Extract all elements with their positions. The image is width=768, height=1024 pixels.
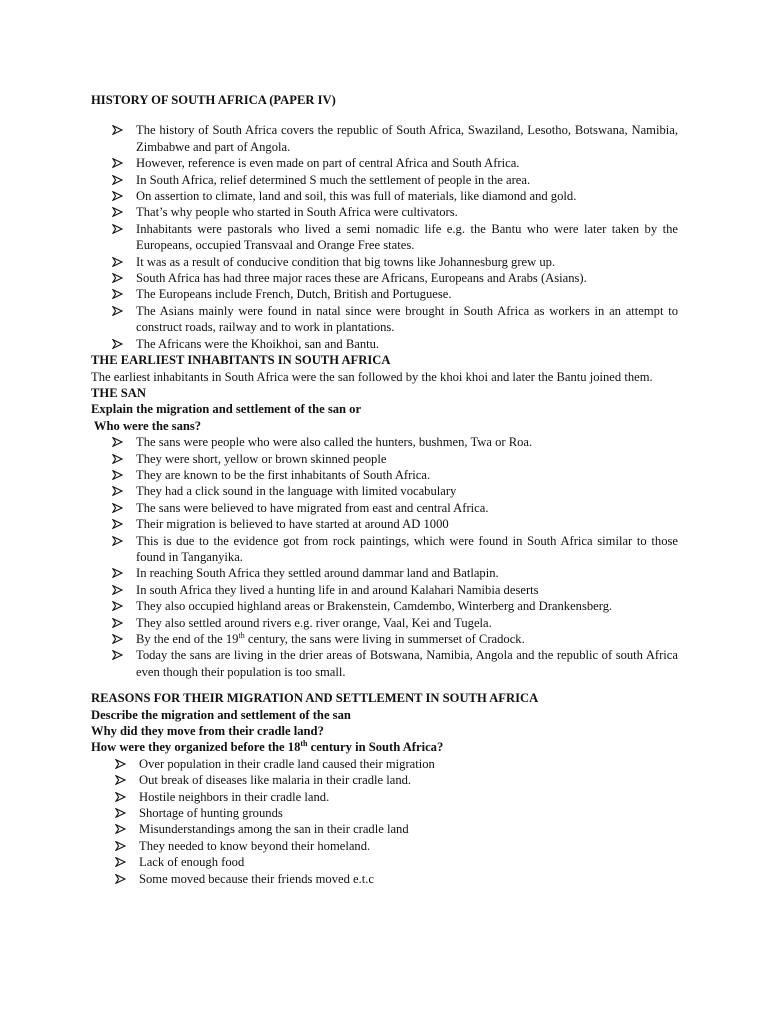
section-heading-earliest-inhabitants: THE EARLIEST INHABITANTS IN SOUTH AFRICA — [91, 353, 391, 368]
intro-list — [91, 122, 678, 352]
san-list-item-text: They are known to be the first inhabitants of South Africa. — [136, 467, 431, 482]
intro-list-item-text: On assertion to climate, land and soil, this was full of materials, like diamond and gold. — [136, 189, 577, 204]
arrow-bullet-icon — [112, 631, 126, 644]
reasons-list-item-text: Out break of diseases like malaria in their cradle land. — [139, 773, 412, 788]
arrow-bullet-icon — [115, 871, 129, 884]
arrow-bullet-icon — [112, 221, 126, 234]
reasons-question-1: Describe the migration and settlement of the san — [91, 707, 351, 722]
arrow-bullet-icon — [112, 122, 126, 135]
intro-list-item-text: The Africans were the Khoikhoi, san and Bantu. — [136, 336, 380, 351]
arrow-bullet-icon — [112, 516, 126, 529]
page-title: HISTORY OF SOUTH AFRICA (PAPER IV) — [91, 93, 336, 107]
san-list-item-text: They had a click sound in the language with limited vocabulary — [136, 484, 457, 499]
san-question-2: Who were the sans? — [91, 418, 202, 433]
san-list-item — [136, 451, 678, 467]
reasons-list-item-text: Lack of enough food — [139, 855, 245, 870]
reasons-list-item-text: Hostile neighbors in their cradle land. — [139, 789, 330, 804]
intro-list-item-text: In South Africa, relief determined S much the settlement of people in the area. — [136, 172, 531, 187]
san-list-item-text: Today the sans are living in the drier areas of Botswana, Namibia, Angola and the republic of south Africa even though their population is too small. — [136, 648, 678, 679]
earliest-inhabitants-paragraph: The earliest inhabitants in South Africa were the san followed by the khoi khoi and later the Bantu joined them. — [91, 369, 653, 384]
san-list-item-text: They also settled around rivers e.g. river orange, Vaal, Kei and Tugela. — [136, 615, 492, 630]
san-list-item-text: This is due to the evidence got from rock paintings, which were found in South Africa similar to those found in Tanganyika. — [136, 533, 678, 564]
arrow-bullet-icon — [115, 805, 129, 818]
reasons-question-3-sup: th — [300, 739, 308, 749]
arrow-bullet-icon — [112, 172, 126, 185]
san-list-item — [136, 483, 678, 499]
san-list-item-text: In south Africa they lived a hunting life in and around Kalahari Namibia deserts — [136, 582, 539, 597]
arrow-bullet-icon — [115, 854, 129, 867]
san-century-before: By the end of the 19 — [136, 632, 239, 646]
arrow-bullet-icon — [112, 483, 126, 496]
san-century-after: century, the sans were living in summerset of Cradock. — [244, 632, 525, 646]
document-page — [91, 92, 678, 887]
reasons-list-item — [139, 871, 678, 887]
intro-list-item — [136, 286, 678, 302]
reasons-list — [91, 756, 678, 887]
san-list-item-text: In reaching South Africa they settled around dammar land and Batlapin. — [136, 566, 499, 581]
arrow-bullet-icon — [112, 533, 126, 546]
section-gap — [91, 680, 678, 690]
section-heading-reasons: REASONS FOR THEIR MIGRATION AND SETTLEMENT IN SOUTH AFRICA — [91, 691, 539, 706]
intro-list-item — [136, 254, 678, 270]
reasons-question-3-after: century in South Africa? — [307, 740, 444, 755]
arrow-bullet-icon — [112, 188, 126, 201]
san-list-item — [136, 598, 678, 614]
san-list-item — [136, 582, 678, 598]
reasons-list-item — [139, 838, 678, 854]
san-list — [91, 434, 678, 680]
arrow-bullet-icon — [112, 598, 126, 611]
arrow-bullet-icon — [112, 254, 126, 267]
intro-list-item — [136, 221, 678, 254]
reasons-list-item — [139, 854, 678, 870]
intro-list-item — [136, 122, 678, 155]
section-heading-the-san: THE SAN — [91, 385, 146, 400]
reasons-list-item-text: Misunderstandings among the san in their cradle land — [139, 822, 409, 837]
reasons-list-item — [139, 772, 678, 788]
reasons-list-item-text: Over population in their cradle land caused their migration — [139, 756, 435, 771]
arrow-bullet-icon — [112, 270, 126, 283]
intro-list-item-text: The Europeans include French, Dutch, British and Portuguese. — [136, 287, 452, 302]
arrow-bullet-icon — [112, 336, 126, 349]
intro-list-item-text: The history of South Africa covers the republic of South Africa, Swaziland, Lesotho, Botswana, Namibia, Zimbabwe and part of Angola. — [136, 123, 678, 154]
reasons-list-item — [139, 805, 678, 821]
arrow-bullet-icon — [112, 155, 126, 168]
intro-list-item — [136, 270, 678, 286]
intro-list-item — [136, 172, 678, 188]
san-list-item-text: The sans were believed to have migrated from east and central Africa. — [136, 500, 489, 515]
arrow-bullet-icon — [112, 451, 126, 464]
intro-list-item-text: That’s why people who started in South Africa were cultivators. — [136, 205, 458, 220]
reasons-question-2: Why did they move from their cradle land? — [91, 724, 324, 739]
arrow-bullet-icon — [115, 756, 129, 769]
arrow-bullet-icon — [112, 467, 126, 480]
arrow-bullet-icon — [112, 434, 126, 447]
san-list-item — [136, 565, 678, 581]
reasons-list-item — [139, 789, 678, 805]
arrow-bullet-icon — [112, 565, 126, 578]
arrow-bullet-icon — [112, 303, 126, 316]
arrow-bullet-icon — [112, 286, 126, 299]
san-list-item — [136, 533, 678, 566]
reasons-list-item — [139, 821, 678, 837]
intro-list-item — [136, 204, 678, 220]
arrow-bullet-icon — [115, 789, 129, 802]
intro-list-item — [136, 155, 678, 171]
san-question-1: Explain the migration and settlement of the san or — [91, 402, 362, 417]
arrow-bullet-icon — [112, 500, 126, 513]
intro-list-item — [136, 336, 678, 352]
intro-list-item — [136, 303, 678, 336]
intro-list-item-text: However, reference is even made on part of central Africa and South Africa. — [136, 156, 520, 171]
arrow-bullet-icon — [112, 647, 126, 660]
san-list-item-text: They were short, yellow or brown skinned people — [136, 451, 387, 466]
arrow-bullet-icon — [112, 615, 126, 628]
san-list-item — [136, 516, 678, 532]
san-list-item-text: The sans were people who were also called the hunters, bushmen, Twa or Roa. — [136, 435, 533, 450]
arrow-bullet-icon — [115, 821, 129, 834]
reasons-list-item-text: Some moved because their friends moved e.t.c — [139, 871, 375, 886]
san-list-item — [136, 500, 678, 516]
san-list-item — [136, 467, 678, 483]
arrow-bullet-icon — [115, 772, 129, 785]
san-list-item-text: Their migration is believed to have started at around AD 1000 — [136, 517, 449, 532]
intro-list-item — [136, 188, 678, 204]
intro-list-item-text: South Africa has had three major races these are Africans, Europeans and Arabs (Asians). — [136, 271, 587, 286]
reasons-question-3 — [91, 739, 678, 755]
reasons-list-item-text: They needed to know beyond their homeland. — [139, 838, 371, 853]
san-century-sup: th — [238, 630, 245, 640]
san-list-item — [136, 434, 678, 450]
arrow-bullet-icon — [112, 204, 126, 217]
san-list-item — [136, 631, 678, 647]
san-list-item — [136, 615, 678, 631]
intro-list-item-text: The Asians mainly were found in natal since were brought in South Africa as workers in an attempt to construct roads, railway and to work in plantations. — [136, 303, 678, 335]
reasons-list-item — [139, 756, 678, 772]
reasons-list-item-text: Shortage of hunting grounds — [139, 806, 283, 821]
san-list-item — [136, 647, 678, 680]
arrow-bullet-icon — [115, 838, 129, 851]
arrow-bullet-icon — [112, 582, 126, 595]
intro-list-item-text: It was as a result of conducive condition that big towns like Johannesburg grew up. — [136, 254, 556, 269]
san-list-item-text: They also occupied highland areas or Brakenstein, Camdembo, Winterberg and Drankensberg. — [136, 599, 613, 614]
intro-list-item-text: Inhabitants were pastorals who lived a semi nomadic life e.g. the Bantu who were later taken by the Europeans, occupied Transvaal and Orange Free states. — [136, 221, 678, 253]
reasons-question-3-before: How were they organized before the 18 — [91, 740, 301, 755]
